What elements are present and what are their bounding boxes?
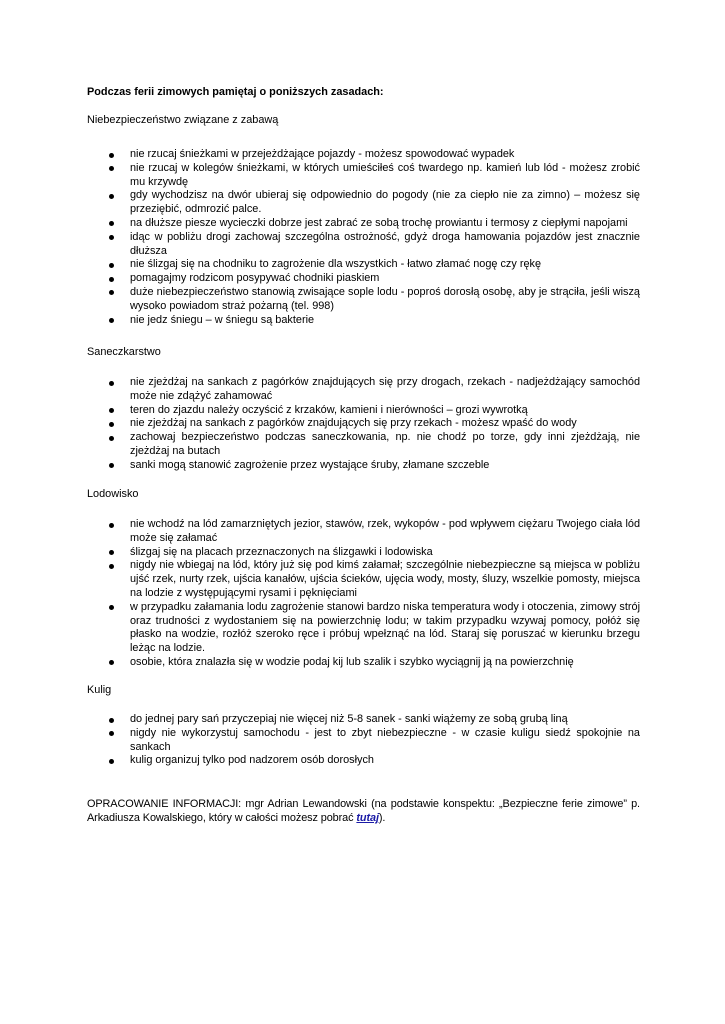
list-zabawa [130,148,640,327]
list-item: nigdy nie wbiegaj na lód, który już się pod kimś załamał; szczególnie niebezpieczne są miejsca w pobliżu ujść rzek, nurty rzek, ujścia kanałów, ujścia ścieków, ujęcia wody, mosty, śluzy, wszelkie pomosty, miejsca na lodzie z występującymi rysami i pęknięciami [130,559,640,599]
list-item: zachowaj bezpieczeństwo podczas saneczkowania, np. nie chodź po torze, gdy inni zjeżdżają, nie zjeżdżaj na butach [130,431,640,457]
list-item: teren do zjazdu należy oczyścić z krzaków, kamieni i nierówności – grozi wywrotką [130,404,640,418]
list-item: nie wchodź na lód zamarzniętych jezior, stawów, rzek, wykopów - pod wpływem ciężaru Twojego ciała lód może się załamać [130,518,640,544]
list-item: do jednej pary sań przyczepiaj nie więcej niż 5-8 sanek - sanki wiążemy ze sobą grubą liną [130,713,640,727]
list-item: osobie, która znalazła się w wodzie podaj kij lub szalik i szybko wyciągnij ją na powierzchnię [130,656,640,670]
download-link[interactable]: tutaj [356,811,379,824]
footer-credits [87,798,640,826]
list-item: nie rzucaj w kolegów śnieżkami, w których umieściłeś coś twardego np. kamień lub lód - możesz zrobić mu krzywdę [130,161,640,188]
list-item: nie zjeżdżaj na sankach z pagórków znajdujących się przy rzekach - możesz wpaść do wody [130,417,640,431]
list-item: nie ślizgaj się na chodniku to zagrożenie dla wszystkich - łatwo złamać nogę czy rękę [130,258,640,272]
list-item: duże niebezpieczeństwo stanowią zwisające sople lodu - poproś dorosłą osobę, aby je strąciła, jeśli wiszą wysoko powiadom straż pożarną (tel. 998) [130,285,640,312]
list-item: nie jedz śniegu – w śniegu są bakterie [130,314,640,328]
section-heading-kulig: Kulig [87,684,112,696]
section-heading-saneczkarstwo: Saneczkarstwo [87,346,161,358]
list-item: kulig organizuj tylko pod nadzorem osób dorosłych [130,754,640,768]
list-item: na dłuższe piesze wycieczki dobrze jest zabrać ze sobą trochę prowiantu i termosy z ciepłymi napojami [130,217,640,231]
list-item: nigdy nie wykorzystuj samochodu - jest to zbyt niebezpieczne - w czasie kuligu siedź spokojnie na sankach [130,726,640,753]
section-heading-lodowisko: Lodowisko [87,488,139,500]
page-title: Podczas ferii zimowych pamiętaj o poniższych zasadach: [87,86,384,98]
list-kulig [130,713,640,768]
list-item: pomagajmy rodzicom posypywać chodniki piaskiem [130,272,640,286]
list-item: ślizgaj się na placach przeznaczonych na ślizgawki i lodowiska [130,546,640,560]
list-saneczkarstwo [130,376,640,473]
list-item: w przypadku załamania lodu zagrożenie stanowi bardzo niska temperatura wody i otoczenia, zimowy strój oraz trudności z wydostaniem się na powierzchnię lodu; w takim przypadku wzywaj pomocy, połóż się płasko na wodzie, rozłóż szeroko ręce i próbuj wpełznąć na lód. Staraj się poruszać w kierunku brzegu leżąc na lodzie. [130,600,640,655]
list-item: idąc w pobliżu drogi zachowaj szczególna ostrożność, gdyż droga hamowania pojazdów jest znacznie dłuższa [130,230,640,257]
footer-text: OPRACOWANIE INFORMACJI: mgr Adrian Lewandowski (na podstawie konspektu: „Bezpieczne ferie zimowe” p. Arkadiusza Kowalskiego, który w całości możesz pobrać [87,798,640,824]
section-heading-zabawa: Niebezpieczeństwo związane z zabawą [87,114,279,126]
list-item: nie zjeżdżaj na sankach z pagórków znajdujących się przy drogach, rzekach - nadjeżdżający samochód może nie zdążyć zahamować [130,376,640,402]
footer-text-end: ). [378,811,386,824]
list-item: gdy wychodzisz na dwór ubieraj się odpowiednio do pogody (nie za ciepło nie za zimno) – możesz się przeziębić, odmrozić palce. [130,189,640,216]
list-lodowisko [130,518,640,670]
list-item: sanki mogą stanowić zagrożenie przez wystające śruby, złamane szczeble [130,459,640,473]
list-item: nie rzucaj śnieżkami w przejeżdżające pojazdy - możesz spowodować wypadek [130,148,640,162]
